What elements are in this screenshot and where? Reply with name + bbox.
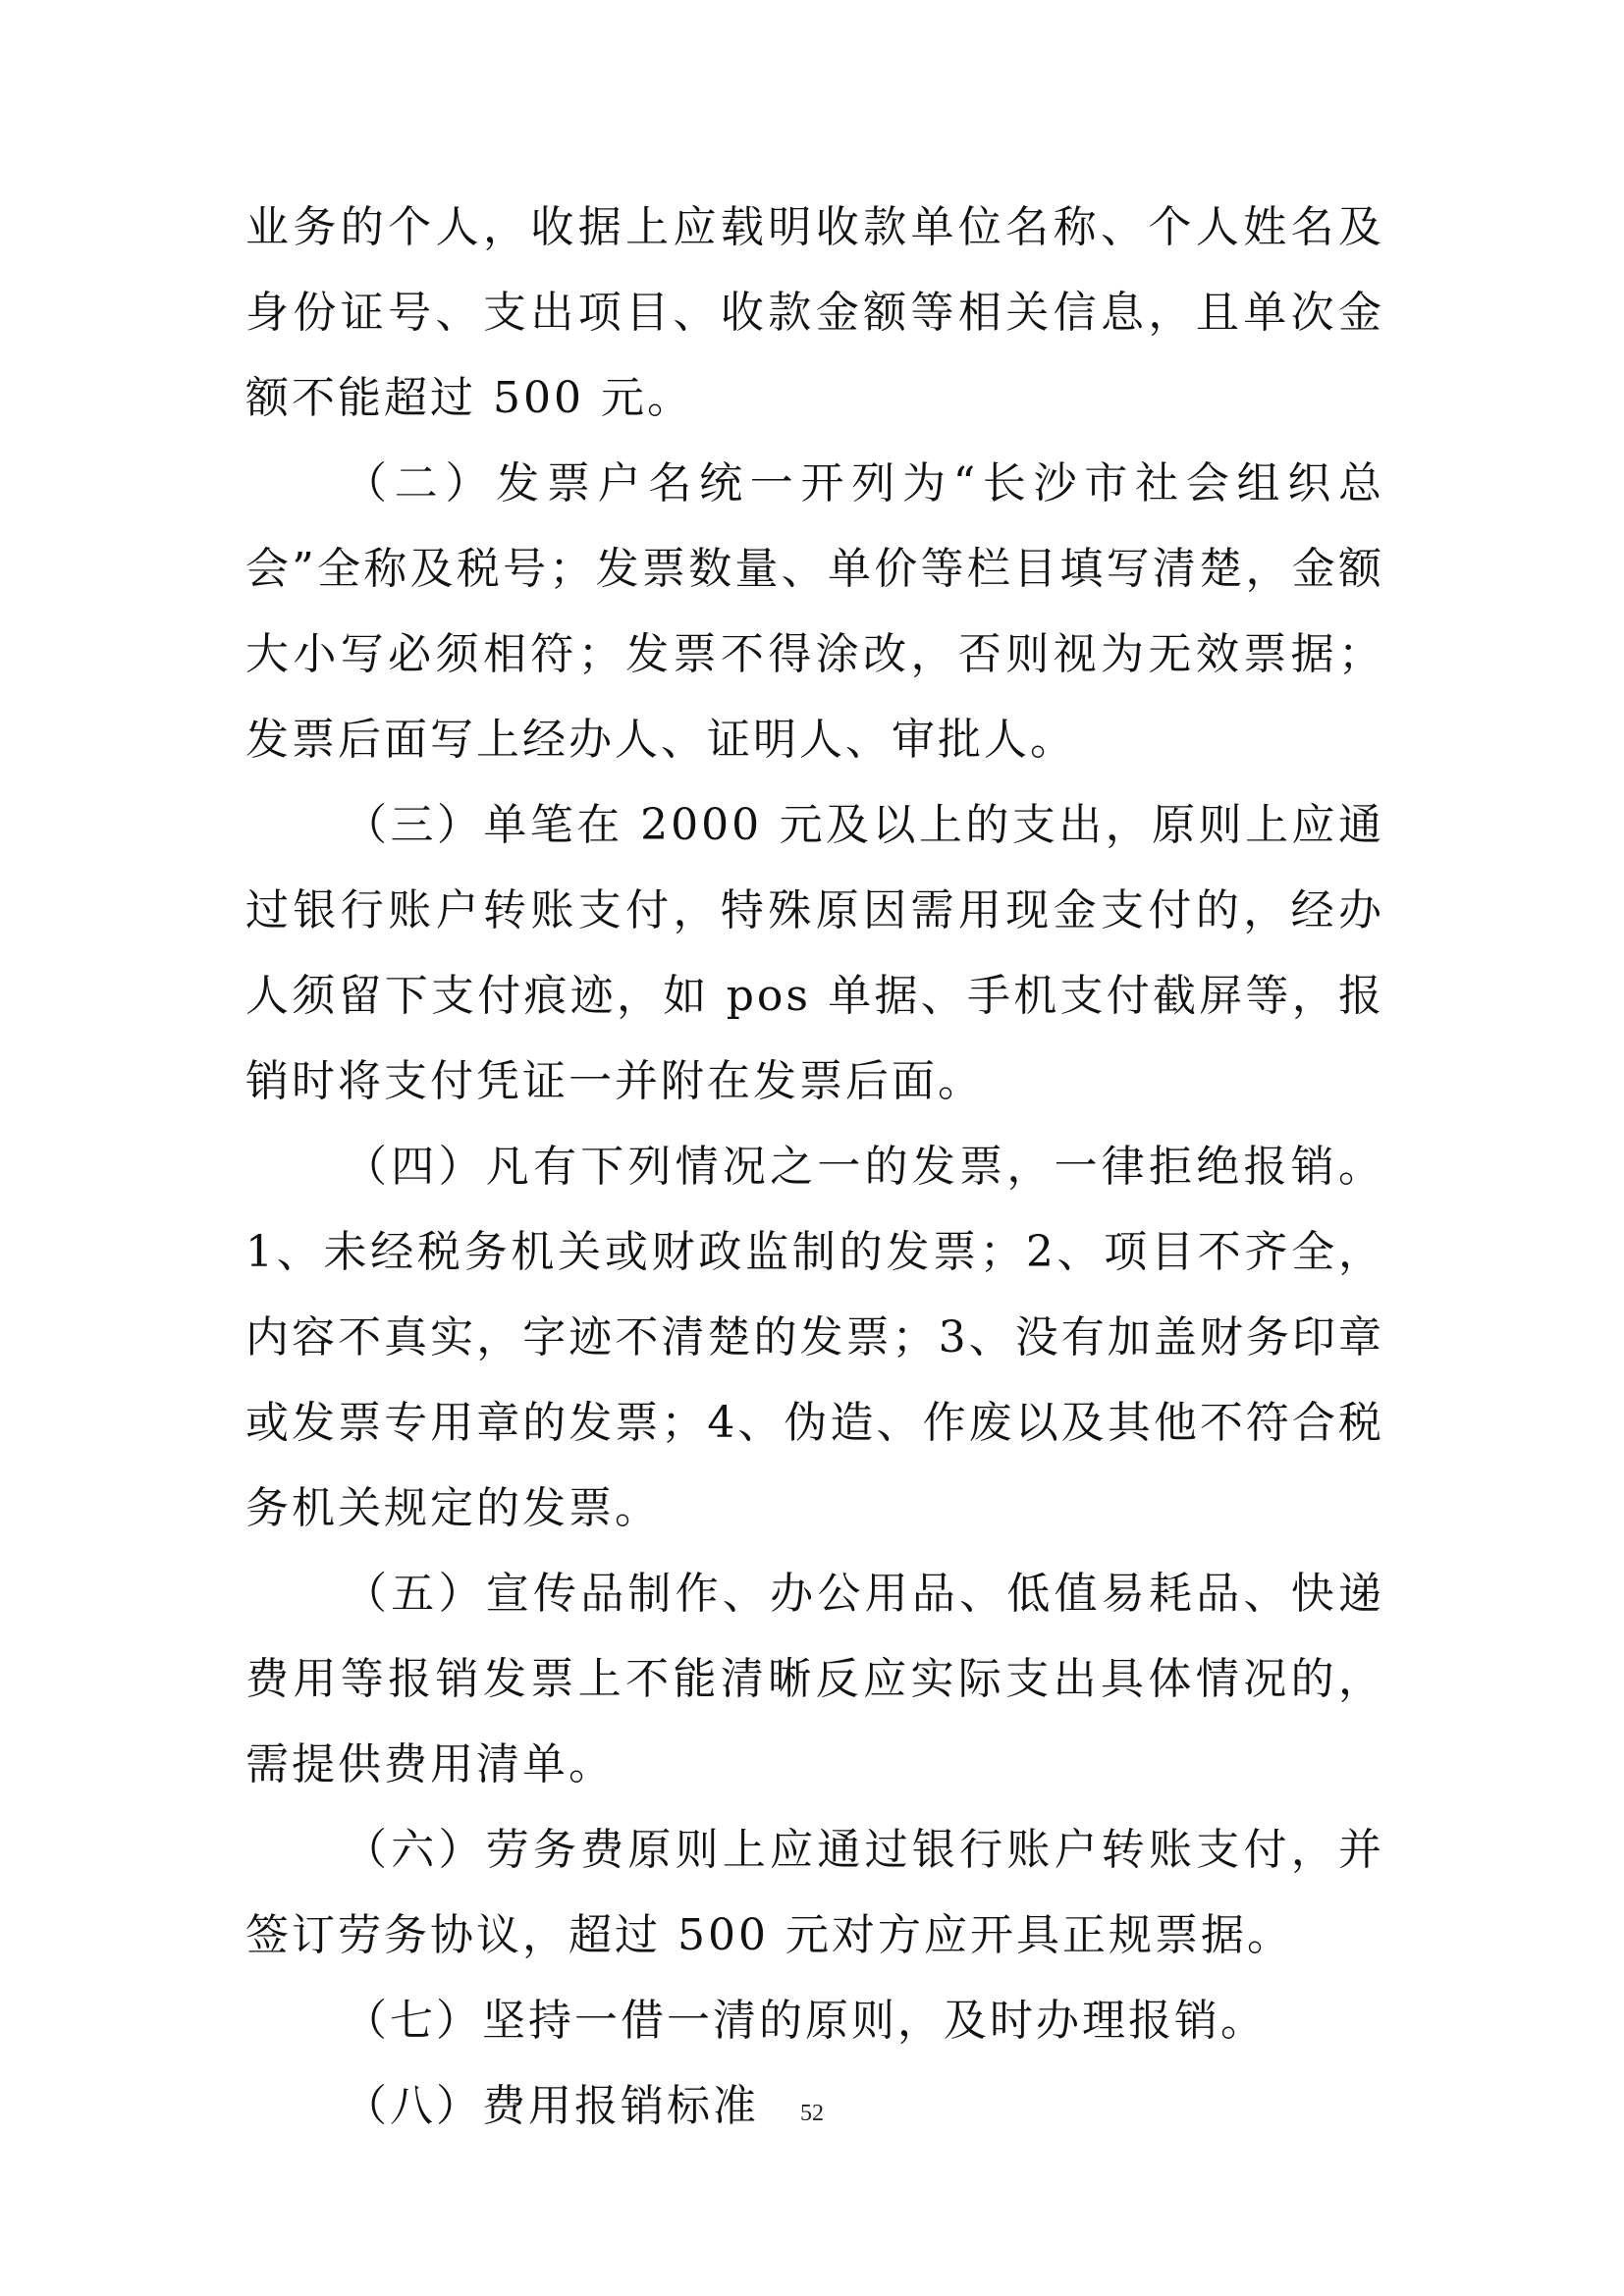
paragraph-item-2: （二）发票户名统一开列为“长沙市社会组织总会”全称及税号；发票数量、单价等栏目填写清楚，金额大小写必须相符；发票不得涂改，否则视为无效票据；发票后面写上经办人、证明人、审批人。 xyxy=(245,458,1384,765)
page-number: 52 xyxy=(800,2101,824,2126)
paragraph-item-8: （八）费用报销标准 xyxy=(344,2081,759,2131)
paragraph-item-7: （七）坚持一借一清的原则，及时办理报销。 xyxy=(344,1996,1267,2046)
paragraph-item-3: （三）单笔在 2000 元及以上的支出，原则上应通过银行账户转账支付，特殊原因需用现金支付的，经办人须留下支付痕迹，如 pos 单据、手机支付截屏等，报销时将支付凭证一并附在发票后面。 xyxy=(245,800,1384,1106)
paragraph-item-4: （四）凡有下列情况之一的发票，一律拒绝报销。1、未经税务机关或财政监制的发票；2、项目不齐全，内容不真实，字迹不清楚的发票；3、没有加盖财务印章或发票专用章的发票；4、伪造、作废以及其他不符合税务机关规定的发票。 xyxy=(245,1142,1384,1533)
paragraph-item-5: （五）宣传品制作、办公用品、低值易耗品、快递费用等报销发票上不能清晰反应实际支出具体情况的，需提供费用清单。 xyxy=(245,1569,1384,1789)
paragraph-continuation: 业务的个人，收据上应载明收款单位名称、个人姓名及身份证号、支出项目、收款金额等相关信息，且单次金额不能超过 500 元。 xyxy=(245,202,1384,423)
paragraph-item-6: （六）劳务费原则上应通过银行账户转账支付，并签订劳务协议，超过 500 元对方应开具正规票据。 xyxy=(245,1825,1384,1960)
document-body xyxy=(245,185,1384,2149)
